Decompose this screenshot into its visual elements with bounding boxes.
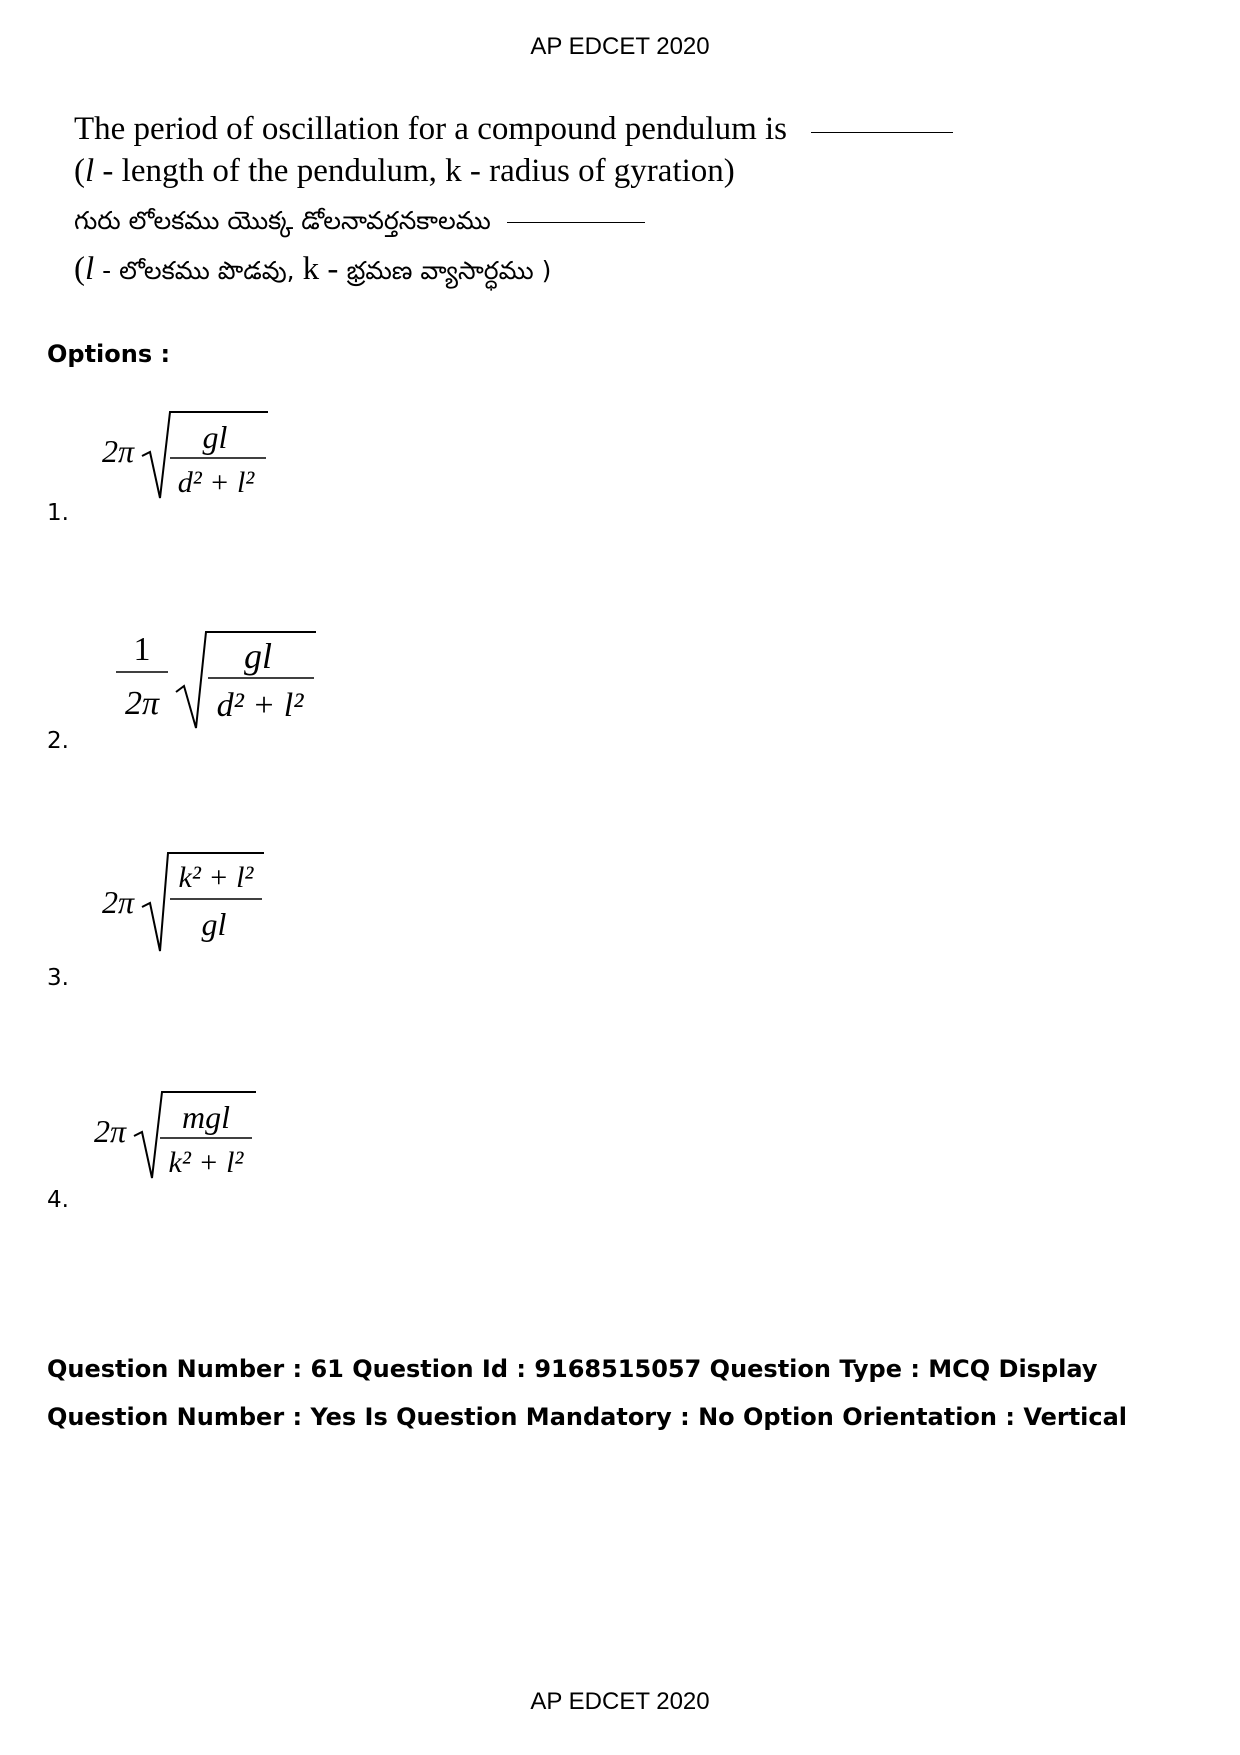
question-line-telugu-legend: (l - లోలకము పొడవు, k - భ్రమణ వ్యాసార్ధము ) [74, 251, 552, 287]
question-line-english-legend: (l - length of the pendulum, k - radius of gyration) [74, 153, 735, 189]
option-2-number: 2. [47, 728, 69, 754]
option-3-number: 3. [47, 965, 69, 991]
option-1-denominator: d² + l² [177, 466, 255, 499]
answer-blank [811, 132, 953, 133]
option-2-coef-den: 2π [124, 685, 160, 722]
question-line-telugu: గురు లోలకము యొక్క డోలనావర్తనకాలము [74, 198, 974, 240]
question-text [74, 108, 974, 290]
option-1-number: 1. [47, 500, 69, 526]
option-3-formula [98, 845, 298, 955]
option-4-formula [92, 1080, 292, 1190]
option-4-coef: 2π [94, 1113, 127, 1149]
option-3-denominator: gl [201, 906, 227, 942]
option-1-numerator: gl [202, 419, 228, 455]
option-2-formula [110, 620, 340, 740]
answer-blank-telugu [507, 222, 645, 223]
option-4-denominator: k² + l² [168, 1146, 244, 1179]
option-4-numerator: mgl [182, 1099, 230, 1135]
options-label: Options : [47, 340, 171, 368]
question-line-english: The period of oscillation for a compound pendulum is [74, 108, 974, 150]
page-header: AP EDCET 2020 [530, 33, 710, 60]
option-1-coef: 2π [102, 433, 135, 469]
option-2-denominator: d² + l² [216, 687, 304, 724]
option-1-formula [98, 400, 298, 510]
option-2-coef-num: 1 [133, 631, 151, 668]
page-footer: AP EDCET 2020 [530, 1688, 710, 1715]
question-metadata: Question Number : 61 Question Id : 9168515057 Question Type : MCQ Display Question Number : Yes Is Question Mandatory : No Option Orientation : Vertical [47, 1355, 1128, 1431]
option-3-coef: 2π [102, 884, 135, 920]
option-3-numerator: k² + l² [178, 861, 254, 894]
option-4-number: 4. [47, 1187, 69, 1213]
option-2-numerator: gl [243, 636, 273, 676]
